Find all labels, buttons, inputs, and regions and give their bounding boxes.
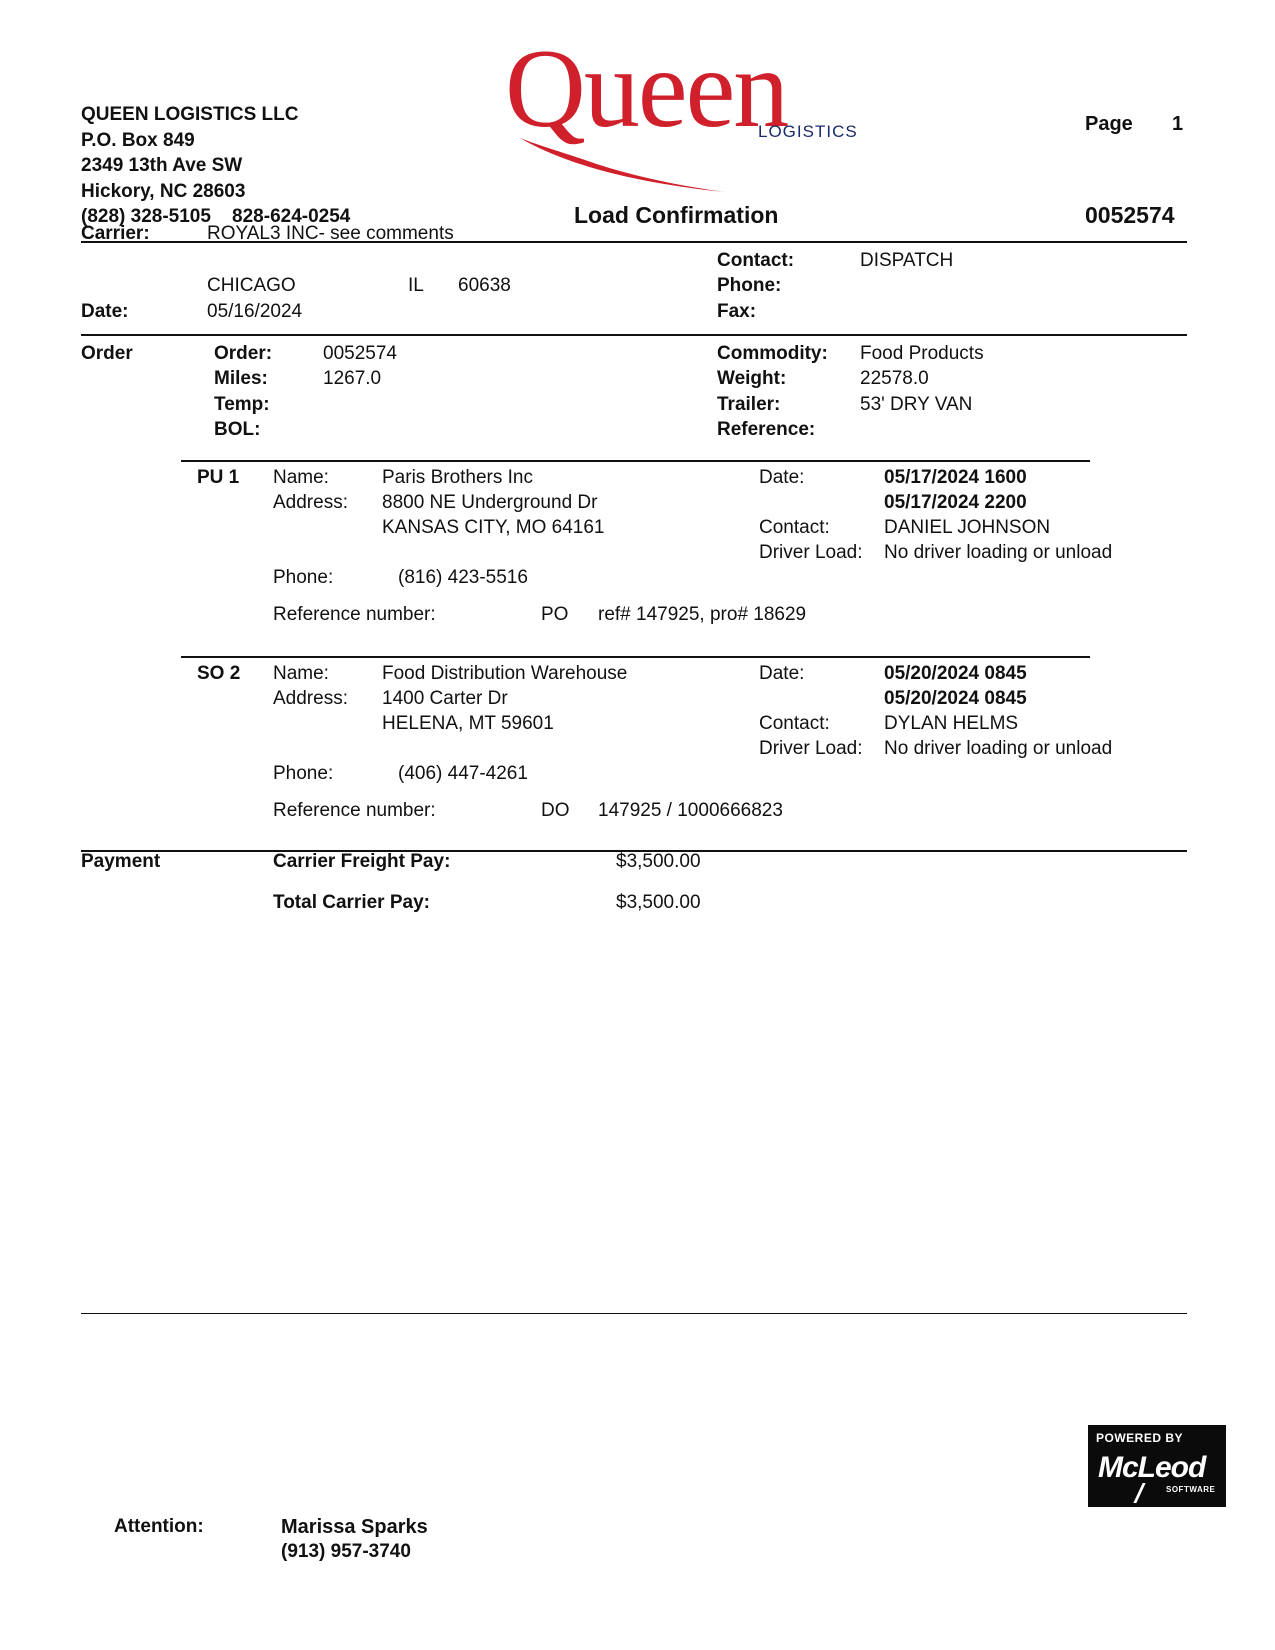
carrier-contact: DISPATCH	[860, 250, 954, 271]
stop-2-contact: DYLAN HELMS	[884, 713, 1019, 734]
total-pay-amount: $3,500.00	[616, 892, 701, 913]
stop-1-phone: (816) 423-5516	[398, 567, 528, 588]
stop-1-divider	[181, 460, 1090, 462]
page-number: 1	[1172, 113, 1184, 135]
badge-line3: SOFTWARE	[1166, 1485, 1216, 1494]
payment-section-label: Payment	[81, 851, 161, 872]
contact-label: Contact:	[717, 250, 795, 271]
stop-2-ref-value: 147925 / 1000666823	[598, 800, 783, 821]
stop-1-driver-load-label: Driver Load:	[759, 542, 863, 563]
stop-2-date2: 05/20/2024 0845	[884, 688, 1027, 709]
stop-1-ref-value: ref# 147925, pro# 18629	[598, 604, 807, 625]
stop-1-address-label: Address:	[273, 492, 348, 513]
order-section-label: Order	[81, 343, 133, 364]
carrier-date: 05/16/2024	[207, 301, 303, 322]
attention-name: Marissa Sparks	[281, 1516, 428, 1538]
stop-2-code: SO 2	[197, 663, 241, 684]
bol-label: BOL:	[214, 419, 261, 440]
weight-label: Weight:	[717, 368, 787, 389]
company-po-box: P.O. Box 849	[81, 130, 195, 151]
carrier-city: CHICAGO	[207, 275, 296, 296]
carrier-zip: 60638	[458, 275, 511, 296]
page-label: Page	[1085, 113, 1133, 135]
stop-1-name: Paris Brothers Inc	[382, 467, 533, 488]
logo-wordmark: Queen	[505, 27, 788, 151]
stop-2-ref-label: Reference number:	[273, 800, 436, 821]
stop-1-address1: 8800 NE Underground Dr	[382, 492, 598, 513]
company-name: QUEEN LOGISTICS LLC	[81, 104, 299, 125]
stop-2-name: Food Distribution Warehouse	[382, 663, 628, 684]
stop-1-code: PU 1	[197, 467, 240, 488]
stop-1-driver-load: No driver loading or unload	[884, 542, 1113, 563]
stop-1-contact-label: Contact:	[759, 517, 830, 538]
stop-2-ref-type: DO	[541, 800, 570, 821]
phone-label: Phone:	[717, 275, 782, 296]
stop-2-date-label: Date:	[759, 663, 805, 684]
stop-1-phone-label: Phone:	[273, 567, 334, 588]
company-city: Hickory, NC 28603	[81, 181, 246, 202]
order-label: Order:	[214, 343, 273, 364]
stop-2-address-label: Address:	[273, 688, 348, 709]
total-pay-label: Total Carrier Pay:	[273, 892, 430, 913]
stop-2-driver-load: No driver loading or unload	[884, 738, 1113, 759]
stop-1-contact: DANIEL JOHNSON	[884, 517, 1051, 538]
stop-1-ref-type: PO	[541, 604, 569, 625]
stop-1-ref-label: Reference number:	[273, 604, 436, 625]
stop-2-date1: 05/20/2024 0845	[884, 663, 1027, 684]
stop-2-phone-label: Phone:	[273, 763, 334, 784]
order-weight: 22578.0	[860, 368, 929, 389]
stop-2-driver-load-label: Driver Load:	[759, 738, 863, 759]
attention-phone: (913) 957-3740	[281, 1541, 411, 1562]
stop-1-date1: 05/17/2024 1600	[884, 467, 1027, 488]
order-divider	[81, 334, 1187, 336]
queen-logistics-logo	[505, 27, 865, 170]
logo-swoosh	[515, 130, 775, 200]
fax-label: Fax:	[717, 301, 757, 322]
carrier-divider	[81, 241, 1187, 243]
badge-line1: POWERED BY	[1096, 1431, 1184, 1445]
stop-2-address1: 1400 Carter Dr	[382, 688, 508, 709]
commodity-label: Commodity:	[717, 343, 828, 364]
freight-pay-label: Carrier Freight Pay:	[273, 851, 451, 872]
date-label: Date:	[81, 301, 129, 322]
stop-2-divider	[181, 656, 1090, 658]
badge-slash-icon	[1133, 1483, 1145, 1503]
carrier-state: IL	[408, 275, 424, 296]
company-street: 2349 13th Ave SW	[81, 155, 243, 176]
order-commodity: Food Products	[860, 343, 984, 364]
document-title: Load Confirmation	[574, 202, 779, 228]
stop-1-date2: 05/17/2024 2200	[884, 492, 1027, 513]
attention-label: Attention:	[114, 1516, 204, 1537]
stop-1-address2: KANSAS CITY, MO 64161	[382, 517, 605, 538]
miles-label: Miles:	[214, 368, 268, 389]
temp-label: Temp:	[214, 394, 270, 415]
reference-label: Reference:	[717, 419, 816, 440]
footer-divider	[81, 1313, 1187, 1314]
order-number: 0052574	[323, 343, 397, 364]
stop-1-name-label: Name:	[273, 467, 329, 488]
carrier-name: ROYAL3 INC- see comments	[207, 223, 454, 244]
stop-2-name-label: Name:	[273, 663, 329, 684]
carrier-label: Carrier:	[81, 223, 150, 244]
logo-subtitle: LOGISTICS	[758, 122, 858, 141]
document-number: 0052574	[1085, 202, 1175, 228]
company-phones: (828) 328-5105 828-624-0254	[81, 206, 351, 227]
stop-2-phone: (406) 447-4261	[398, 763, 528, 784]
freight-pay-amount: $3,500.00	[616, 851, 701, 872]
trailer-label: Trailer:	[717, 394, 781, 415]
order-miles: 1267.0	[323, 368, 382, 389]
order-trailer: 53' DRY VAN	[860, 394, 973, 415]
stop-1-date-label: Date:	[759, 467, 805, 488]
stop-2-address2: HELENA, MT 59601	[382, 713, 554, 734]
badge-line2: McLeod	[1098, 1451, 1206, 1484]
stop-2-contact-label: Contact:	[759, 713, 830, 734]
mcleod-badge	[1088, 1425, 1226, 1507]
